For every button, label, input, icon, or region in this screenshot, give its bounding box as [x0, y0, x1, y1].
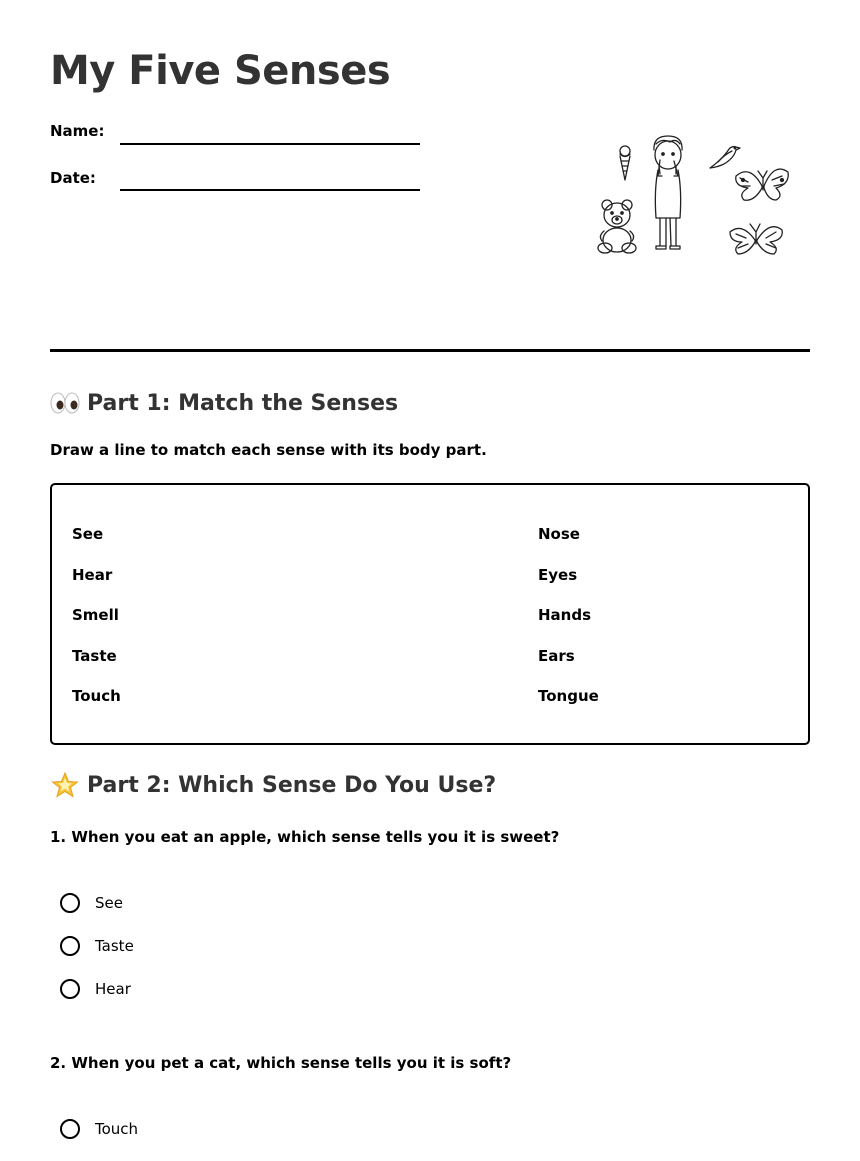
- body-part-nose: Nose: [538, 525, 580, 543]
- sense-taste: Taste: [72, 647, 117, 665]
- question-1: 1. When you eat an apple, which sense tells you it is sweet?: [50, 828, 560, 846]
- part2-heading: [50, 772, 496, 798]
- worksheet-page: [50, 0, 810, 1161]
- teddy-bear-icon: [598, 200, 636, 253]
- body-part-eyes: Eyes: [538, 566, 578, 584]
- sense-hear: Hear: [72, 566, 113, 584]
- name-label: Name:: [50, 122, 105, 140]
- page-title: My Five Senses: [50, 48, 391, 94]
- question-2: 2. When you pet a cat, which sense tells you it is soft?: [50, 1054, 512, 1072]
- option-label: Taste: [95, 937, 134, 955]
- part1-heading: [50, 390, 398, 416]
- sense-touch: Touch: [72, 687, 121, 705]
- eyes-icon: [50, 390, 80, 416]
- radio-button[interactable]: [60, 893, 80, 913]
- q1-option-see[interactable]: [60, 893, 123, 913]
- option-label: Hear: [95, 980, 131, 998]
- matching-box: [50, 483, 810, 745]
- radio-button[interactable]: [60, 1119, 80, 1139]
- name-field[interactable]: [120, 143, 420, 145]
- radio-button[interactable]: [60, 979, 80, 999]
- body-part-ears: Ears: [538, 647, 575, 665]
- date-field[interactable]: [120, 189, 420, 191]
- butterfly-icon: [736, 169, 789, 200]
- q1-option-taste[interactable]: [60, 936, 134, 956]
- section-divider: [50, 349, 810, 352]
- butterfly-icon: [730, 224, 782, 254]
- glowing-star-icon: [50, 772, 80, 798]
- part1-instructions: Draw a line to match each sense with its body part.: [50, 441, 487, 459]
- option-label: See: [95, 894, 123, 912]
- bird-icon: [710, 147, 740, 168]
- part2-title: Part 2: Which Sense Do You Use?: [87, 772, 497, 798]
- senses-illustration: [590, 128, 800, 263]
- sense-smell: Smell: [72, 606, 119, 624]
- date-label: Date:: [50, 169, 96, 187]
- body-part-hands: Hands: [538, 606, 592, 624]
- child-icon: [654, 136, 682, 249]
- sense-see: See: [72, 525, 104, 543]
- q1-option-hear[interactable]: [60, 979, 131, 999]
- q2-option-touch[interactable]: [60, 1119, 138, 1139]
- option-label: Touch: [95, 1120, 139, 1138]
- part1-title: Part 1: Match the Senses: [87, 390, 399, 416]
- ice-cream-icon: [620, 146, 630, 180]
- radio-button[interactable]: [60, 936, 80, 956]
- body-part-tongue: Tongue: [538, 687, 599, 705]
